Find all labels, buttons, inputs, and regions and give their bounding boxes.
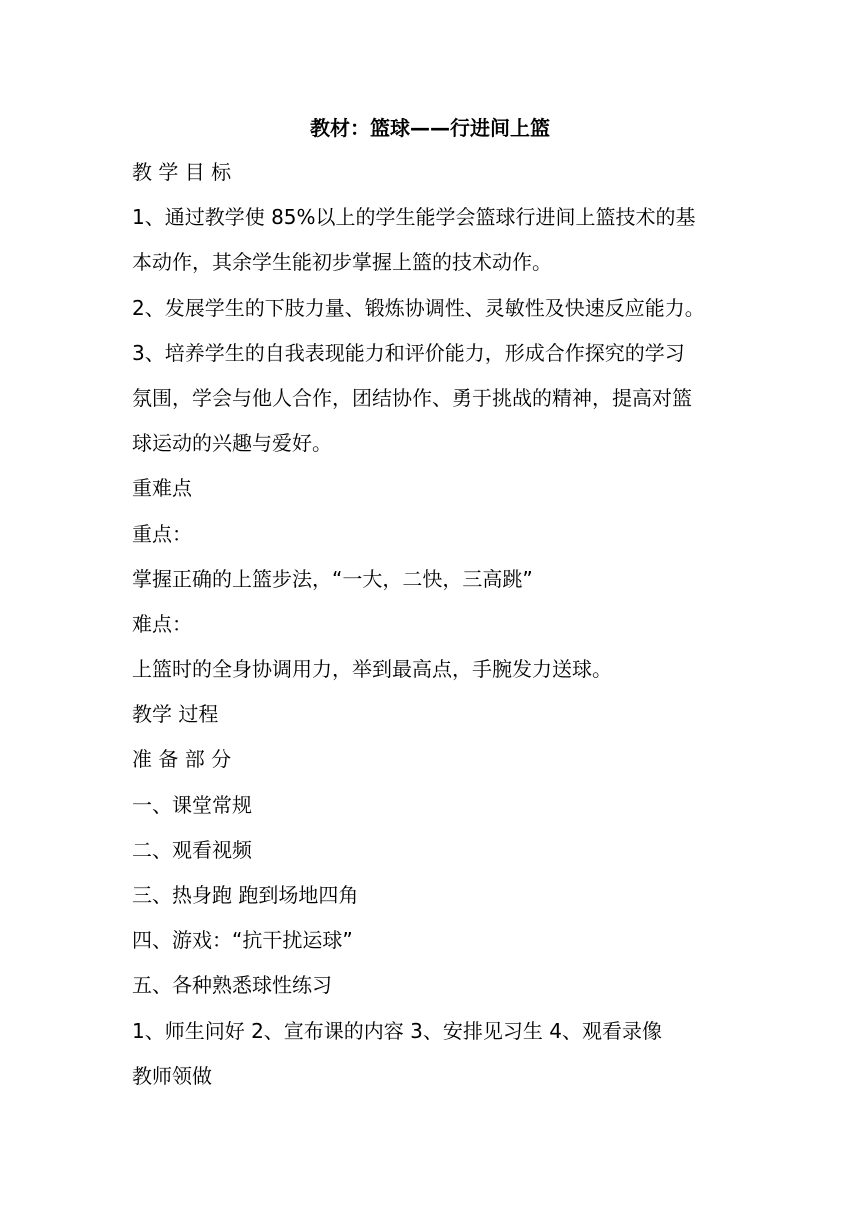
paragraph-goal-2: 2、发展学生的下肢力量、锻炼协调性、灵敏性及快速反应能力。 — [132, 295, 705, 320]
heading-teaching-process: 教学 过程 — [132, 702, 219, 727]
text-difficult-point: 上篮时的全身协调用力，举到最高点，手腕发力送球。 — [132, 657, 612, 682]
list-item-warmup: 三、热身跑 跑到场地四角 — [132, 883, 359, 907]
list-item-video: 二、观看视频 — [132, 837, 252, 862]
document-body — [132, 157, 736, 1106]
paragraph-goal-1-line-2: 本动作，其余学生能初步掌握上篮的技术动作。 — [132, 250, 552, 275]
text-steps: 1、师生问好 2、宣布课的内容 3、安排见习生 4、观看录像 — [132, 1018, 662, 1043]
text-teacher-leads: 教师领做 — [132, 1063, 212, 1088]
label-key-point: 重点： — [132, 521, 192, 546]
list-item-game: 四、游戏：“抗干扰运球” — [132, 928, 353, 953]
heading-key-difficult-points: 重难点 — [132, 476, 192, 501]
heading-teaching-goals: 教 学 目 标 — [132, 160, 232, 184]
document-title: 教材：篮球——行进间上篮 — [310, 116, 550, 140]
paragraph-goal-3-line-2: 氛围，学会与他人合作，团结协作、勇于挑战的精神，提高对篮 — [132, 385, 692, 410]
list-item-routine: 一、课堂常规 — [132, 792, 252, 817]
heading-preparation-part: 准 备 部 分 — [132, 747, 232, 772]
paragraph-goal-3-line-3: 球运动的兴趣与爱好。 — [132, 431, 332, 456]
text-key-point: 掌握正确的上篮步法，“一大，二快，三高跳” — [132, 566, 533, 591]
label-difficult-point: 难点： — [132, 611, 192, 636]
paragraph-goal-1-line-1: 1、通过教学使 85%以上的学生能学会篮球行进间上篮技术的基 — [132, 205, 696, 230]
paragraph-goal-3-line-1: 3、培养学生的自我表现能力和评价能力，形成合作探究的学习 — [132, 340, 685, 365]
list-item-ball-practice: 五、各种熟悉球性练习 — [132, 973, 332, 998]
